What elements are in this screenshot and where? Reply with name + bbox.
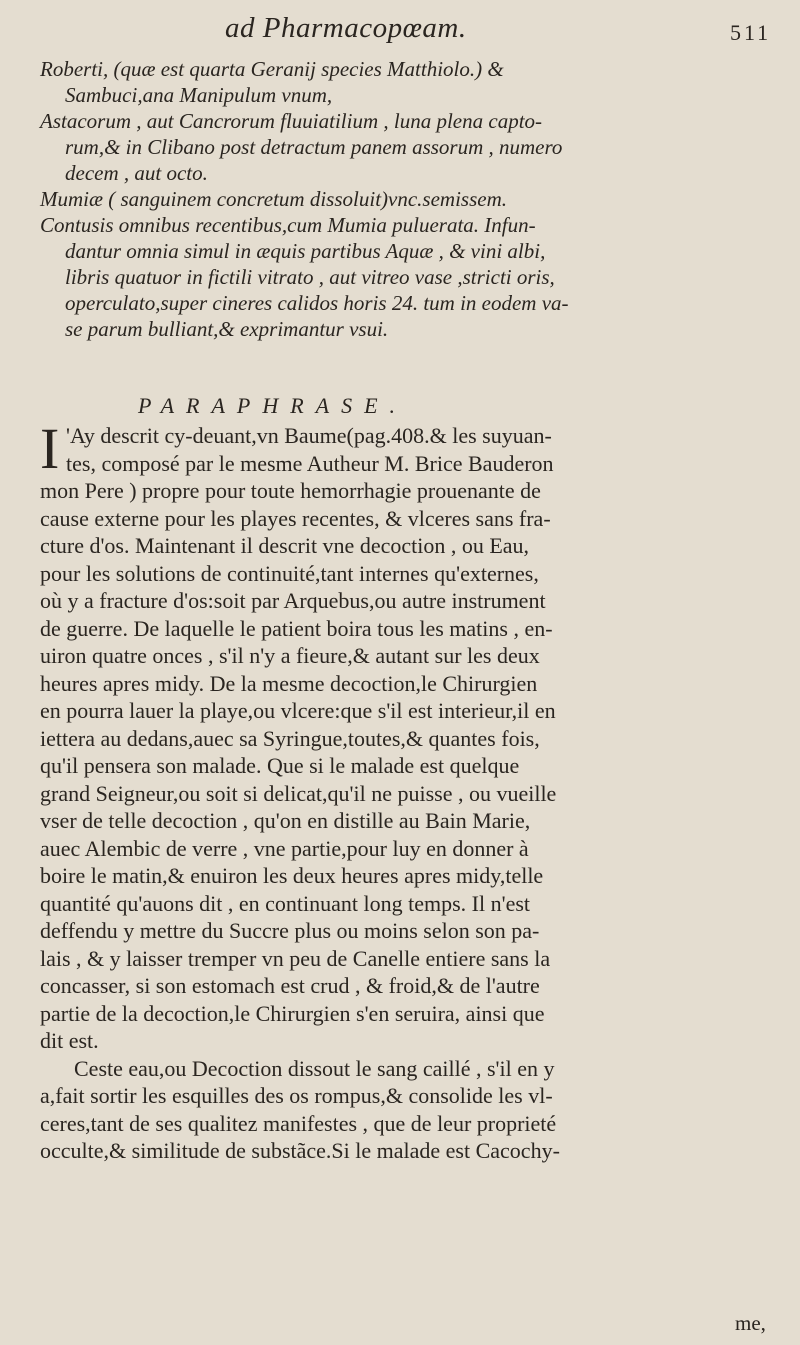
text-line: vser de telle decoction , qu'on en distille au Bain Marie, [40,808,531,833]
french-paraphrase [40,416,785,1165]
latin-line: Astacorum , aut Cancrorum fluuiatilium , luna plena capto- [40,109,543,133]
text-line: cture d'os. Maintenant il descrit vne decoction , ou Eau, [40,533,530,558]
latin-line: libris quatuor in fictili vitrato , aut vitreo vase ,stricti oris, [65,265,555,289]
text-line: boire le matin,& enuiron les deux heures apres midy,telle [40,863,544,888]
text-line: auec Alembic de verre , vne partie,pour luy en donner à [40,835,529,861]
latin-line: Roberti, (quæ est quarta Geranij species Matthiolo.) & [40,57,504,81]
page-number: 511 [730,20,772,45]
text-line: de guerre. De laquelle le patient boira tous les matins , en- [40,615,553,641]
text-line: tes, composé par le mesme Autheur M. Brice Bauderon [66,450,554,476]
text-line: pour les solutions de continuité,tant internes qu'externes, [40,560,539,586]
text-line: partie de la decoction,le Chirurgien s'en seruira, ainsi que [40,1000,545,1026]
latin-line: se parum bulliant,& exprimantur vsui. [65,317,389,341]
latin-line: Contusis omnibus recentibus,cum Mumia puluerata. Infun- [40,213,536,237]
latin-line: rum,& in Clibano post detractum panem assorum , numero [65,135,563,159]
latin-line: operculato,super cineres calidos horis 24. tum in eodem va- [65,291,569,315]
page-header [0,8,800,52]
text-line: ceres,tant de ses qualitez manifestes , que de leur proprieté [40,1110,557,1136]
latin-line: decem , aut octo. [65,161,208,185]
text-line: concasser, si son estomach est crud , & froid,& de l'autre [40,973,540,998]
latin-line: Mumiæ ( sanguinem concretum dissoluit)vnc.semissem. [40,187,507,211]
text-line: où y a fracture d'os:soit par Arquebus,ou autre instrument [40,588,546,613]
text-line: qu'il pensera son malade. Que si le malade est quelque [40,753,520,778]
text-line: en pourra lauer la playe,ou vlcere:que s'il est interieur,il en [40,698,556,723]
text-line: uiron quatre onces , s'il n'y a fieure,& autant sur les deux [40,643,540,668]
text-line: iettera au dedans,auec sa Syringue,toutes,& quantes fois, [40,725,540,751]
text-line: a,fait sortir les esquilles des os rompus,& consolide les vl- [40,1083,553,1108]
text-line: quantité qu'auons dit , en continuant long temps. Il n'est [40,890,531,916]
latin-line: Sambuci,ana Manipulum vnum, [65,83,333,107]
text-line: lais , & y laisser tremper vn peu de Canelle entiere sans la [40,945,551,971]
latin-line: dantur omnia simul in æquis partibus Aquæ , & vini albi, [65,239,546,263]
text-line: 'Ay descrit cy-deuant,vn Baume(pag.408.& les suyuan- [66,423,552,448]
running-title: ad Pharmacopœam. [225,12,467,44]
section-heading: PARAPHRASE. [138,393,408,418]
text-line: deffendu y mettre du Succre plus ou moins selon son pa- [40,918,540,943]
text-line: mon Pere ) propre pour toute hemorrhagie prouenante de [40,478,541,503]
drop-capital: I [40,416,60,481]
latin-recipe [40,56,785,342]
catchword: me, [735,1311,766,1335]
text-line: occulte,& similitude de substãce.Si le malade est Cacochy- [40,1138,560,1163]
text-line: heures apres midy. De la mesme decoction,le Chirurgien [40,670,538,696]
text-line: Ceste eau,ou Decoction dissout le sang caillé , s'il en y [74,1055,555,1081]
text-line: grand Seigneur,ou soit si delicat,qu'il ne puisse , ou vueille [40,780,557,806]
text-line: dit est. [40,1028,99,1053]
text-line: cause externe pour les playes recentes, & vlceres sans fra- [40,505,551,531]
